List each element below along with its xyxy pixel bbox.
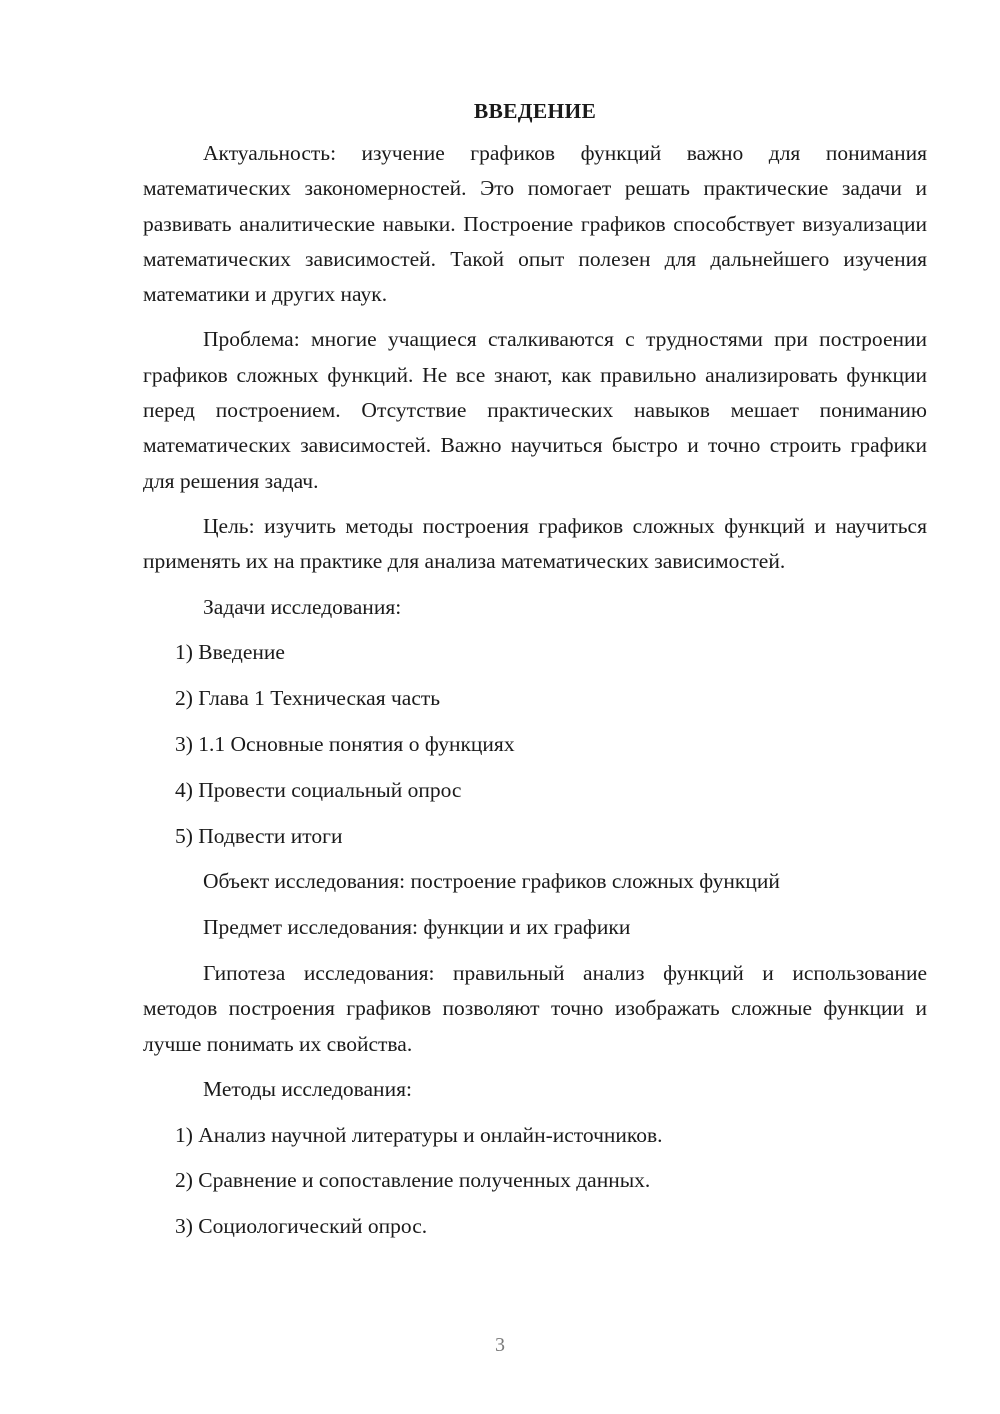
goal-paragraph: Цель: изучить методы построения графиков сложных функций и научиться применять их на практике для анализа математических зависимостей. (143, 513, 927, 574)
page-number: 3 (495, 1334, 505, 1356)
list-item: 1) Введение (175, 640, 285, 665)
methods-list (143, 1118, 927, 1245)
tasks-heading: Задачи исследования: (203, 594, 402, 619)
hypothesis-paragraph: Гипотеза исследования: правильный анализ функций и использование методов построения графиков позволяют точно изображать сложные функции и лучше понимать их свойства. (143, 960, 927, 1056)
page-content (143, 96, 927, 1255)
list-item: 2) Глава 1 Техническая часть (175, 686, 441, 711)
research-object: Объект исследования: построение графиков сложных функций (203, 869, 780, 894)
relevance-paragraph: Актуальность: изучение графиков функций важно для понимания математических закономерностей. Это помогает решать практические задачи и развивать аналитические навыки. Построение графиков способствует визуализации математических зависимостей. Такой опыт полезен для дальнейшего изучения математики и других наук. (143, 141, 927, 307)
list-item: 3) 1.1 Основные понятия о функциях (175, 731, 515, 756)
list-item: 4) Провести социальный опрос (175, 777, 462, 802)
list-item: 5) Подвести итоги (175, 823, 343, 848)
research-subject: Предмет исследования: функции и их графики (203, 915, 631, 940)
list-item: 2) Сравнение и сопоставление полученных данных. (175, 1168, 651, 1193)
list-item: 3) Социологический опрос. (175, 1214, 428, 1239)
list-item: 1) Анализ научной литературы и онлайн-источников. (175, 1122, 663, 1147)
problem-paragraph: Проблема: многие учащиеся сталкиваются с трудностями при построении графиков сложных функций. Не все знают, как правильно анализировать функции перед построением. Отсутствие практических навыков мешает пониманию математических зависимостей. Важно научиться быстро и точно строить графики для решения задач. (143, 327, 927, 493)
page-title: ВВЕДЕНИЕ (473, 99, 597, 123)
methods-heading: Методы исследования: (203, 1076, 412, 1101)
tasks-list (143, 635, 927, 853)
